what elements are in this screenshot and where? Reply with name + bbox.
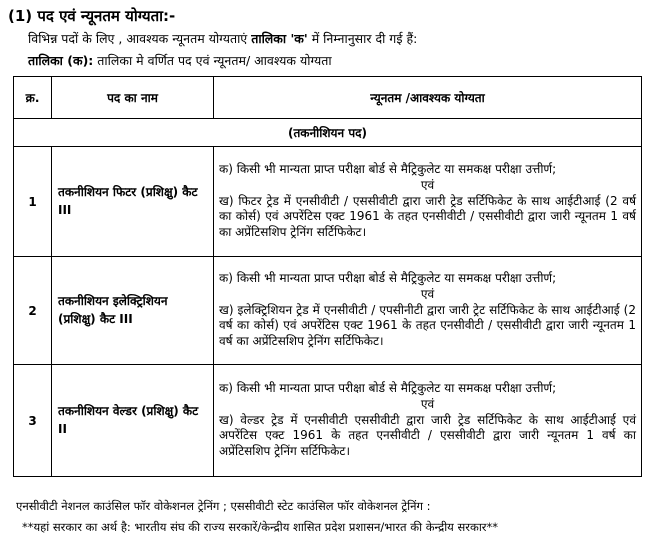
- footnote-government: **यहां सरकार का अर्थ है: भारतीय संघ की राज्य सरकारें/केन्द्रीय शासित प्रदेश प्रशासन/भारत की केन्द्रीय सरकार**: [22, 520, 499, 534]
- qualification-or: एवं: [420, 177, 435, 192]
- qualification-b: ख) फिटर ट्रेड में एनसीवीटी / एससीवीटी द्वारा जारी ट्रेड सर्टिफिकेट के साथ आईटीआई (2 वर्ष का कोर्स) एवं अपरेंटिस एक्ट 1961 के तहत एनसीवीटी / एससीवीटी द्वारा जारी न्यूनतम 1 वर्ष का अप्रेंटिसशिप ट्रेनिंग सर्टिफिकेट।: [219, 193, 636, 240]
- table-caption-label: तालिका (क):: [28, 53, 94, 68]
- row-qualification: [214, 365, 642, 477]
- table-row: [14, 147, 642, 257]
- intro-text-before: विभिन्न पदों के लिए , आवश्यक न्यूनतम योग्यताएं: [28, 31, 248, 46]
- row-post-name: तकनीशियन इलेक्ट्रिशियन (प्रशिक्षु) कैट III: [52, 257, 214, 365]
- footnote-abbreviations: एनसीवीटी नेशनल काउंसिल फॉर वोकेशनल ट्रेनिंग ; एससीवीटी स्टेट काउंसिल फॉर वोकेशनल ट्रेनिंग :: [16, 499, 431, 513]
- row-qualification: [214, 257, 642, 365]
- qualification-or: एवं: [420, 286, 435, 301]
- row-post-name: तकनीशियन फिटर (प्रशिक्षु) कैट III: [52, 147, 214, 257]
- table-row: [14, 365, 642, 477]
- section-title: (तकनीशियन पद): [14, 119, 642, 147]
- qualification-a: क) किसी भी मान्यता प्राप्त परीक्षा बोर्ड से मैट्रिकुलेट या समकक्ष परीक्षा उत्तीर्ण;: [219, 161, 557, 176]
- row-sno: 1: [14, 147, 52, 257]
- header-post: पद का नाम: [52, 77, 214, 119]
- table-caption-text: तालिका मे वर्णित पद एवं न्यूनतम/ आवश्यक योग्यता: [97, 53, 332, 68]
- row-sno: 3: [14, 365, 52, 477]
- intro-table-ref: तालिका 'क': [251, 31, 308, 46]
- header-qualification: न्यूनतम /आवश्यक योग्यता: [214, 77, 642, 119]
- qualification-a: क) किसी भी मान्यता प्राप्त परीक्षा बोर्ड से मैट्रिकुलेट या समकक्ष परीक्षा उत्तीर्ण;: [219, 380, 557, 395]
- qualification-b: ख) इलेक्ट्रिशियन ट्रेड में एनसीवीटी / एपसीनीटी द्वारा जारी ट्रेट सर्टिफिकेट के साथ आईटीआई (2 वर्ष का कोर्स) एवं अपरेंटिस एक्ट 1961 के तहत एनसीवीटी / एससीवीटी द्वारा जारी न्यूनतम 1 वर्ष का अप्रेंटिसशिप ट्रेनिंग सर्टिफिकेट।: [219, 302, 636, 349]
- intro-text-after: में निम्नानुसार दी गई हैं:: [311, 31, 418, 46]
- section-heading: (1) पद एवं न्यूनतम योग्यता:-: [8, 7, 176, 25]
- qualification-table: [13, 76, 642, 477]
- table-caption: [28, 52, 332, 69]
- row-qualification: [214, 147, 642, 257]
- qualification-or: एवं: [420, 396, 435, 411]
- table-row: [14, 257, 642, 365]
- qualification-a: क) किसी भी मान्यता प्राप्त परीक्षा बोर्ड से मैट्रिकुलेट या समकक्ष परीक्षा उत्तीर्ण;: [219, 270, 557, 285]
- header-sno: क्र.: [14, 77, 52, 119]
- intro-text: [28, 30, 417, 47]
- qualification-b: ख) वेल्डर ट्रेड में एनसीवीटी एससीवीटी द्वारा जारी ट्रेड सर्टिफिकेट के साथ आईटीआई एवं अपरेंटिस एक्ट 1961 के तहत एनसीवीटी / एससीवीटी द्वारा जारी न्यूनतम 1 वर्ष का अप्रेंटिसशिप ट्रेनिंग सर्टिफिकेट।: [219, 412, 636, 459]
- table-header-row: [14, 77, 642, 119]
- row-sno: 2: [14, 257, 52, 365]
- row-post-name: तकनीशियन वेल्डर (प्रशिक्षु) कैट II: [52, 365, 214, 477]
- section-title-row: [14, 119, 642, 147]
